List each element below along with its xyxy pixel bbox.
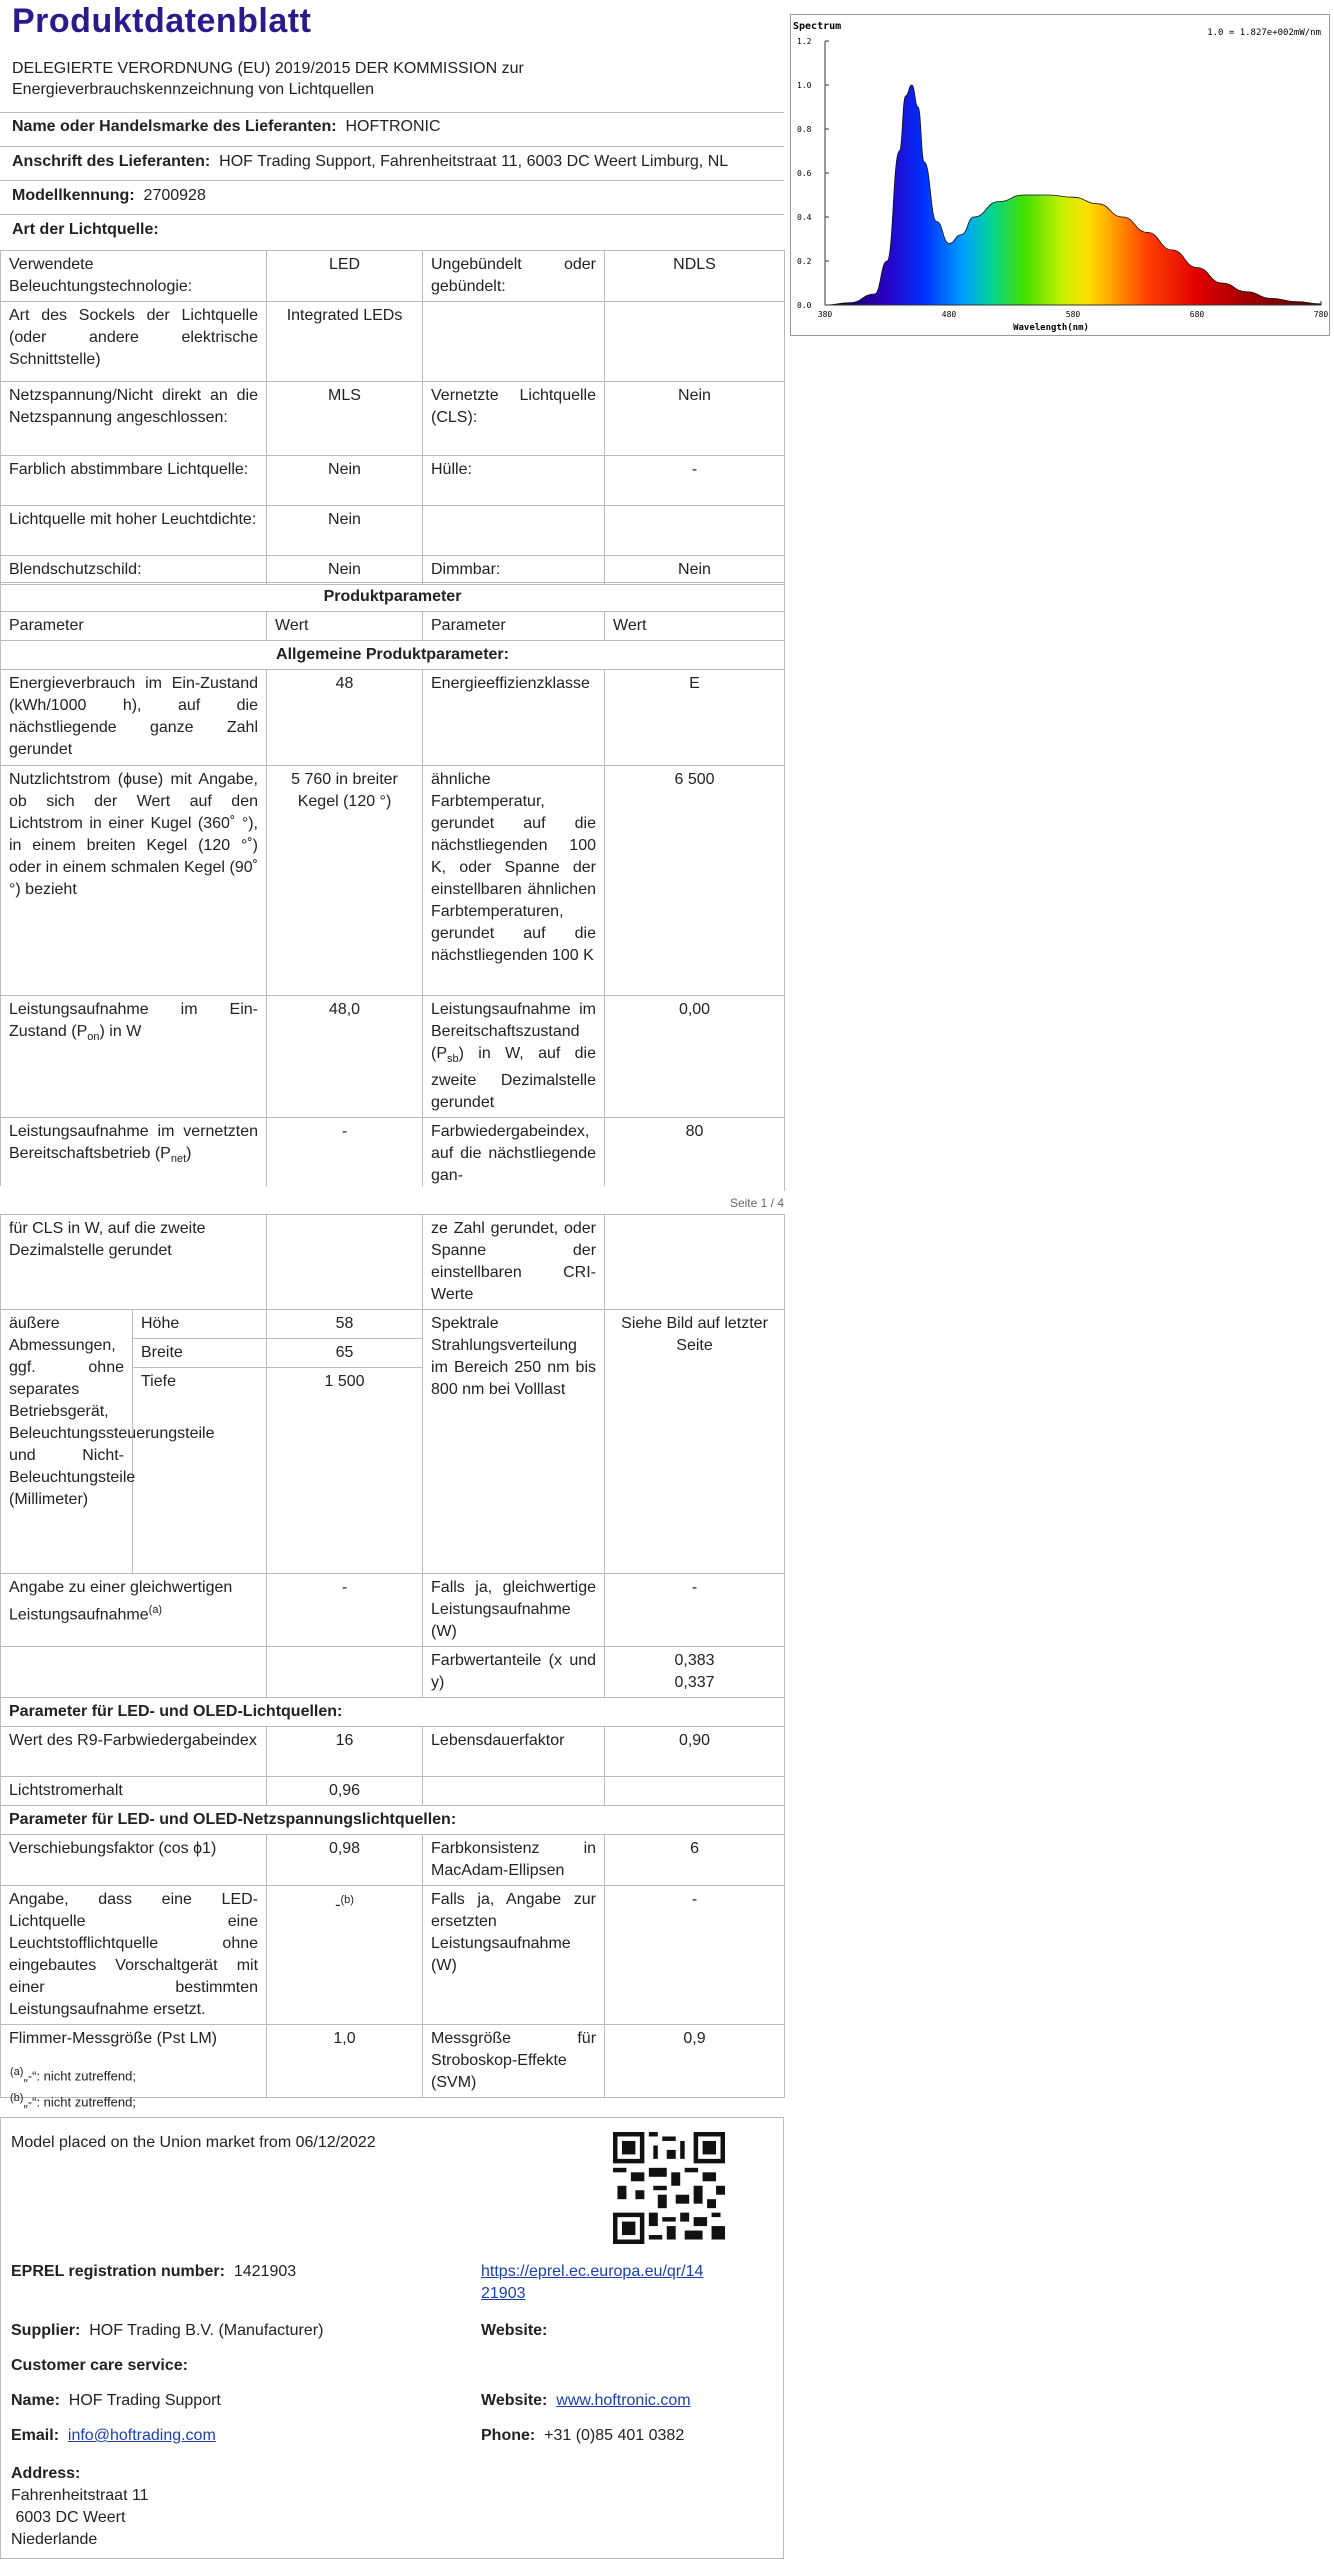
table-row: Lichtquelle mit hoher Leuchtdichte: Nein [1, 506, 785, 556]
care-name: Name: HOF Trading Support [11, 2392, 221, 2409]
table-row: Farbwertanteile (x und y) 0,383 0,337 [1, 1647, 785, 1698]
y-tick-label: 0.6 [797, 169, 812, 178]
table-row: Angabe, dass eine LED-Lichtquelle eine Leuchtstofflichtquelle ohne eingebautes Vorschaltgerät mit einer bestimmten Leistungsaufnahme ersetzt. -$^{(b)}$ Falls ja, Angabe zur ersetzten Leistungsaufnahme (W) - [1, 1886, 785, 2025]
x-tick-label: 480 [941, 310, 957, 319]
spectrum-title: Spectrum [793, 21, 842, 32]
supplier-website-label: Website: [481, 2322, 548, 2339]
care-email: Email: info@hoftrading.com [11, 2427, 216, 2444]
parameters-table-continued: für CLS in W, auf die zweite Dezimalstelle gerundet ze Zahl gerundet, oder Spanne der einstellbaren CRI-Werte äußere Abmessungen, ggf. ohne separates Betriebsgerät, Beleuchtungssteuerungsteile und Nicht-Beleuchtungsteile (Millimeter) Höhe 58 Spektrale Strahlungsverteilung im Bereich 250 nm bis 800 nm bei Volllast Siehe Bild auf letzter Seite Breite 65 Tiefe 1 500 Angabe zu einer gleichwertigen Leistungsaufnahme$^{(a)}$ - Falls ja, gleichwertige Leistungsaufnahme (W) - Farbwertanteile (x und y) 0,383 0,337 Parameter für LED- und OLED-Lichtquellen: Wert des R9-Farbwiedergabeindex 16 Lebensdauerfaktor 0,90 Lichtstromerhalt 0,96 Parameter für LED- und OLED-Netzspannungslichtquellen: Verschiebungsfaktor (cos ϕ1) 0,98 Farbkonsistenz in MacAdam-Ellipsen 6 Angabe, dass eine LED-Lichtquelle eine Leuchtstofflichtquelle ohne eingebautes Vorschaltgerät mit einer bestimmten Leistungsaufnahme ersetzt. -$^{(b)}$ Falls ja, Angabe zur ersetzten Leistungsaufnahme (W) - Flimmer-Messgröße (Pst LM) 1,0 Messgröße für Stroboskop-Effekte (SVM) 0,9 [0, 1214, 785, 2098]
y-tick-label: 1.0 [797, 81, 812, 90]
table-row: für CLS in W, auf die zweite Dezimalstelle gerundet ze Zahl gerundet, oder Spanne der einstellbaren CRI-Werte [1, 1215, 785, 1310]
x-axis-label: Wavelength(nm) [1013, 323, 1089, 333]
section-heading: Allgemeine Produktparameter: [1, 641, 785, 670]
customer-care-heading: Customer care service: [11, 2357, 188, 2374]
eprel-registration: EPREL registration number: 1421903 [11, 2263, 297, 2280]
table-row: Flimmer-Messgröße (Pst LM) 1,0 Messgröße für Stroboskop-Effekte (SVM) 0,9 [1, 2025, 785, 2098]
section-heading: Produktparameter [1, 583, 785, 612]
dimensions-row: äußere Abmessungen, ggf. ohne separates Betriebsgerät, Beleuchtungssteuerungsteile und Nicht-Beleuchtungsteile (Millimeter) Höhe 58 Spektrale Strahlungsverteilung im Bereich 250 nm bis 800 nm bei Volllast Siehe Bild auf letzter Seite [1, 1310, 785, 1339]
table-row: Farblich abstimmbare Lichtquelle: Nein Hülle: - [1, 456, 785, 506]
parameters-table: Produktparameter Parameter Wert Parameter Wert Allgemeine Produktparameter: Energieverbrauch im Ein-Zustand (kWh/1000 h), auf die nächstliegende ganze Zahl gerundet 48 Energieeffizienzklasse E Nutzlichtstrom (ϕuse) mit Angabe, ob sich der Wert auf den Lichtstrom in einer Kugel (360˚ °), in einem breiten Kegel (120 °˚) oder in einem schmalen Kegel (90˚ °) bezieht 5 760 in breiter Kegel (120 °) ähnliche Farbtemperatur, gerundet auf die nächstliegenden 100 K, oder Spanne der einstellbaren ähnlichen Farbtemperaturen, gerundet auf die nächstliegenden 100 K 6 500 Leistungsaufnahme im Ein-Zustand $(P_{on})$ in W 48,0 Leistungsaufnahme im Bereitschaftszustand $(P_{sb})$ in W, auf die zweite Dezimalstelle gerundet 0,00 Leistungsaufnahme im vernetzten Bereitschaftsbetrieb $(P_{net})$ - Farbwiedergabeindex, auf die nächstliegende gan- 80 [0, 582, 785, 1191]
x-tick-label: 780 [1313, 310, 1329, 319]
section-heading: Parameter für LED- und OLED-Netzspannungslichtquellen: [1, 1806, 785, 1835]
table-row: Lichtstromerhalt 0,96 [1, 1777, 785, 1806]
qr-code-icon[interactable] [613, 2132, 725, 2244]
spectrum-area [825, 85, 1321, 305]
supplier-name-row: Name oder Handelsmarke des Lieferanten: HOFTRONIC [12, 118, 441, 135]
market-placement-text: Model placed on the Union market from 06/12/2022 [11, 2134, 376, 2151]
y-tick-label: 0.8 [797, 125, 812, 134]
table-row: Wert des R9-Farbwiedergabeindex 16 Lebensdauerfaktor 0,90 [1, 1727, 785, 1777]
type-table [0, 250, 785, 585]
footnote-b: $^{(b)}$„-“: nicht zutreffend; [10, 2092, 136, 2110]
supplier-address-row: Anschrift des Lieferanten: HOF Trading Support, Fahrenheitstraat 11, 6003 DC Weert Limburg, NL [12, 153, 729, 170]
table-row: Leistungsaufnahme im Ein-Zustand $(P_{on})$ in W 48,0 Leistungsaufnahme im Bereitschaftszustand $(P_{sb})$ in W, auf die zweite Dezimalstelle gerundet 0,00 [1, 996, 785, 1118]
supplier-info: Supplier: HOF Trading B.V. (Manufacturer) [11, 2322, 324, 2339]
y-tick-label: 0.0 [797, 301, 812, 310]
website-link[interactable]: www.hoftronic.com [556, 2392, 691, 2409]
email-link[interactable]: info@hoftrading.com [67, 2427, 216, 2444]
table-row: Netzspannung/Nicht direkt an die Netzspannung angeschlossen: MLS Vernetzte Lichtquelle (CLS): Nein [1, 382, 785, 456]
table-row: Verschiebungsfaktor (cos ϕ1) 0,98 Farbkonsistenz in MacAdam-Ellipsen 6 [1, 1835, 785, 1886]
spectrum-plot [791, 15, 1329, 335]
x-tick-label: 680 [1189, 310, 1205, 319]
page-number: Seite 1 / 4 [729, 1196, 784, 1210]
model-row: Modellkennung: 2700928 [12, 187, 206, 204]
footnote-a: $^{(a)}$„-“: nicht zutreffend; [10, 2066, 136, 2084]
x-tick-label: 580 [1065, 310, 1081, 319]
table-row: Energieverbrauch im Ein-Zustand (kWh/1000 h), auf die nächstliegende ganze Zahl gerundet 48 Energieeffizienzklasse E [1, 670, 785, 766]
care-address: Address: Fahrenheitstraat 11 6003 DC Weert Niederlande [11, 2465, 149, 2548]
table-row: Verwendete Beleuchtungstechnologie: LED Ungebündelt oder gebündelt: NDLS [1, 251, 785, 302]
light-source-type-heading: Art der Lichtquelle: [12, 221, 159, 238]
table-row: Nutzlichtstrom (ϕuse) mit Angabe, ob sich der Wert auf den Lichtstrom in einer Kugel (360˚ °), in einem breiten Kegel (120 °˚) oder in einem schmalen Kegel (90˚ °) bezieht 5 760 in breiter Kegel (120 °) ähnliche Farbtemperatur, gerundet auf die nächstliegenden 100 K, oder Spanne der einstellbaren ähnlichen Farbtemperaturen, gerundet auf die nächstliegenden 100 K 6 500 [1, 766, 785, 996]
care-phone: Phone: +31 (0)85 401 0382 [481, 2427, 685, 2444]
table-row: Angabe zu einer gleichwertigen Leistungsaufnahme$^{(a)}$ - Falls ja, gleichwertige Leistungsaufnahme (W) - [1, 1574, 785, 1647]
regulation-text: DELEGIERTE VERORDNUNG (EU) 2019/2015 DER KOMMISSION zur Energieverbrauchskennzeichnung von Lichtquellen [12, 60, 524, 98]
eprel-link[interactable]: https://eprel.ec.europa.eu/qr/14 21903 [481, 2263, 704, 2302]
spectrum-note: 1.0 = 1.827e+002mW/nm [1207, 28, 1321, 38]
page-title: Produktdatenblatt [12, 2, 312, 40]
table-row: Blendschutzschild: Nein Dimmbar: Nein [1, 556, 785, 585]
y-tick-label: 0.2 [797, 257, 812, 266]
eprel-box [0, 2117, 784, 2559]
y-tick-label: 0.4 [797, 213, 812, 222]
spectrum-chart [790, 14, 1330, 336]
care-website: Website: www.hoftronic.com [481, 2392, 691, 2409]
y-tick-label: 1.2 [797, 37, 812, 46]
table-row: Art des Sockels der Lichtquelle (oder andere elektrische Schnittstelle) Integrated LEDs [1, 302, 785, 382]
x-tick-label: 380 [817, 310, 833, 319]
section-heading: Parameter für LED- und OLED-Lichtquellen: [1, 1698, 785, 1727]
table-row: Leistungsaufnahme im vernetzten Bereitschaftsbetrieb $(P_{net})$ - Farbwiedergabeindex, auf die nächstliegende gan- 80 [1, 1118, 785, 1191]
